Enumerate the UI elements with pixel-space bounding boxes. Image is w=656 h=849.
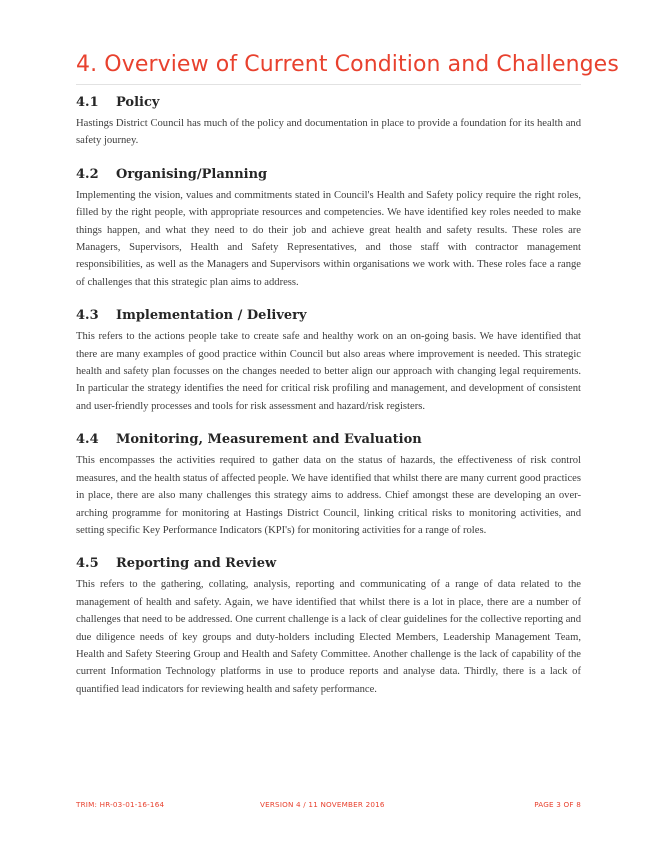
section-organising-planning	[76, 166, 581, 291]
footer-version: VERSION 4 / 11 NOVEMBER 2016	[260, 800, 385, 809]
section-reporting-review	[76, 555, 581, 698]
chapter-title: 4. Overview of Current Condition and Challenges	[76, 52, 619, 77]
footer-trim-reference: TRIM: HR-03-01-16-164	[76, 800, 165, 809]
section-heading	[76, 94, 581, 112]
section-body: This refers to the gathering, collating, analysis, reporting and communicating of a range of data related to the management of health and safety. Again, we have identified that whilst there is a lot in place, there are a number of challenges that need to be addressed. One current challenge is a lack of clear guidelines for the collective reporting and due diligence needs of key groups and duty-holders including Elected Members, Leadership Management Team, Health and Safety Steering Group and Health and Safety Committee. Another challenge is the lack of capability of the current Information Technology platforms in use to produce reports and analyse data. Thirdly, there is a lack of quantified lead indicators for reviewing health and safety performance.	[76, 579, 581, 695]
section-body: Implementing the vision, values and commitments stated in Council's Health and Safety policy require the right roles, filled by the right people, with appropriate resources and competencies. We have identified key roles needed to make things happen, and what they need to do their job and achieve great health and safety results. These roles are Managers, Supervisors, Health and Safety Representatives, and those staff with contractor management responsibilities, as well as the Managers and Supervisors within organisations we work with. These roles face a range of challenges that this strategic plan aims to address.	[76, 189, 581, 288]
section-heading	[76, 555, 581, 573]
section-body: Hastings District Council has much of the policy and documentation in place to provide a foundation for its health and safety journey.	[76, 118, 581, 147]
page-footer	[76, 799, 581, 811]
section-number: 4.4	[76, 432, 99, 448]
section-implementation-delivery	[76, 307, 581, 415]
section-number: 4.3	[76, 308, 99, 324]
section-number: 4.5	[76, 556, 99, 572]
section-number: 4.2	[76, 166, 99, 182]
section-heading	[76, 166, 581, 184]
section-heading	[76, 307, 581, 325]
section-heading	[76, 431, 581, 449]
section-title: Implementation / Delivery	[116, 308, 307, 324]
section-title: Monitoring, Measurement and Evaluation	[116, 432, 422, 448]
section-title: Reporting and Review	[116, 556, 277, 572]
section-body: This encompasses the activities required to gather data on the status of hazards, the effectiveness of risk control measures, and the health status of affected people. We have identified that whilst there are many current good practices in place, there are also many challenges this strategy aims to address. Chief amongst these are developing an over-arching programme for monitoring at Hastings District Council, linking critical risks to monitoring activities, and setting specific Key Performance Indicators (KPI's) for monitoring activities for a range of roles.	[76, 455, 581, 536]
section-body: This refers to the actions people take to create safe and healthy work on an on-going basis. We have identified that there are many examples of good practice within Council but also areas where improvement is needed. This strategic health and safety plan focusses on the changes needed to better align our approach with changing legal requirements. In particular the strategy identifies the need for critical risk profiling and management, and development of consistent and user-friendly processes and tools for risk assessment and hazard/risk registers.	[76, 331, 581, 412]
section-monitoring-measurement	[76, 431, 581, 539]
section-number: 4.1	[76, 95, 99, 110]
section-policy	[76, 94, 581, 150]
footer-page-number: PAGE 3 OF 8	[534, 800, 581, 809]
title-divider	[76, 84, 581, 85]
main-content	[76, 90, 581, 714]
section-title: Organising/Planning	[116, 166, 268, 182]
section-title: Policy	[116, 95, 160, 110]
